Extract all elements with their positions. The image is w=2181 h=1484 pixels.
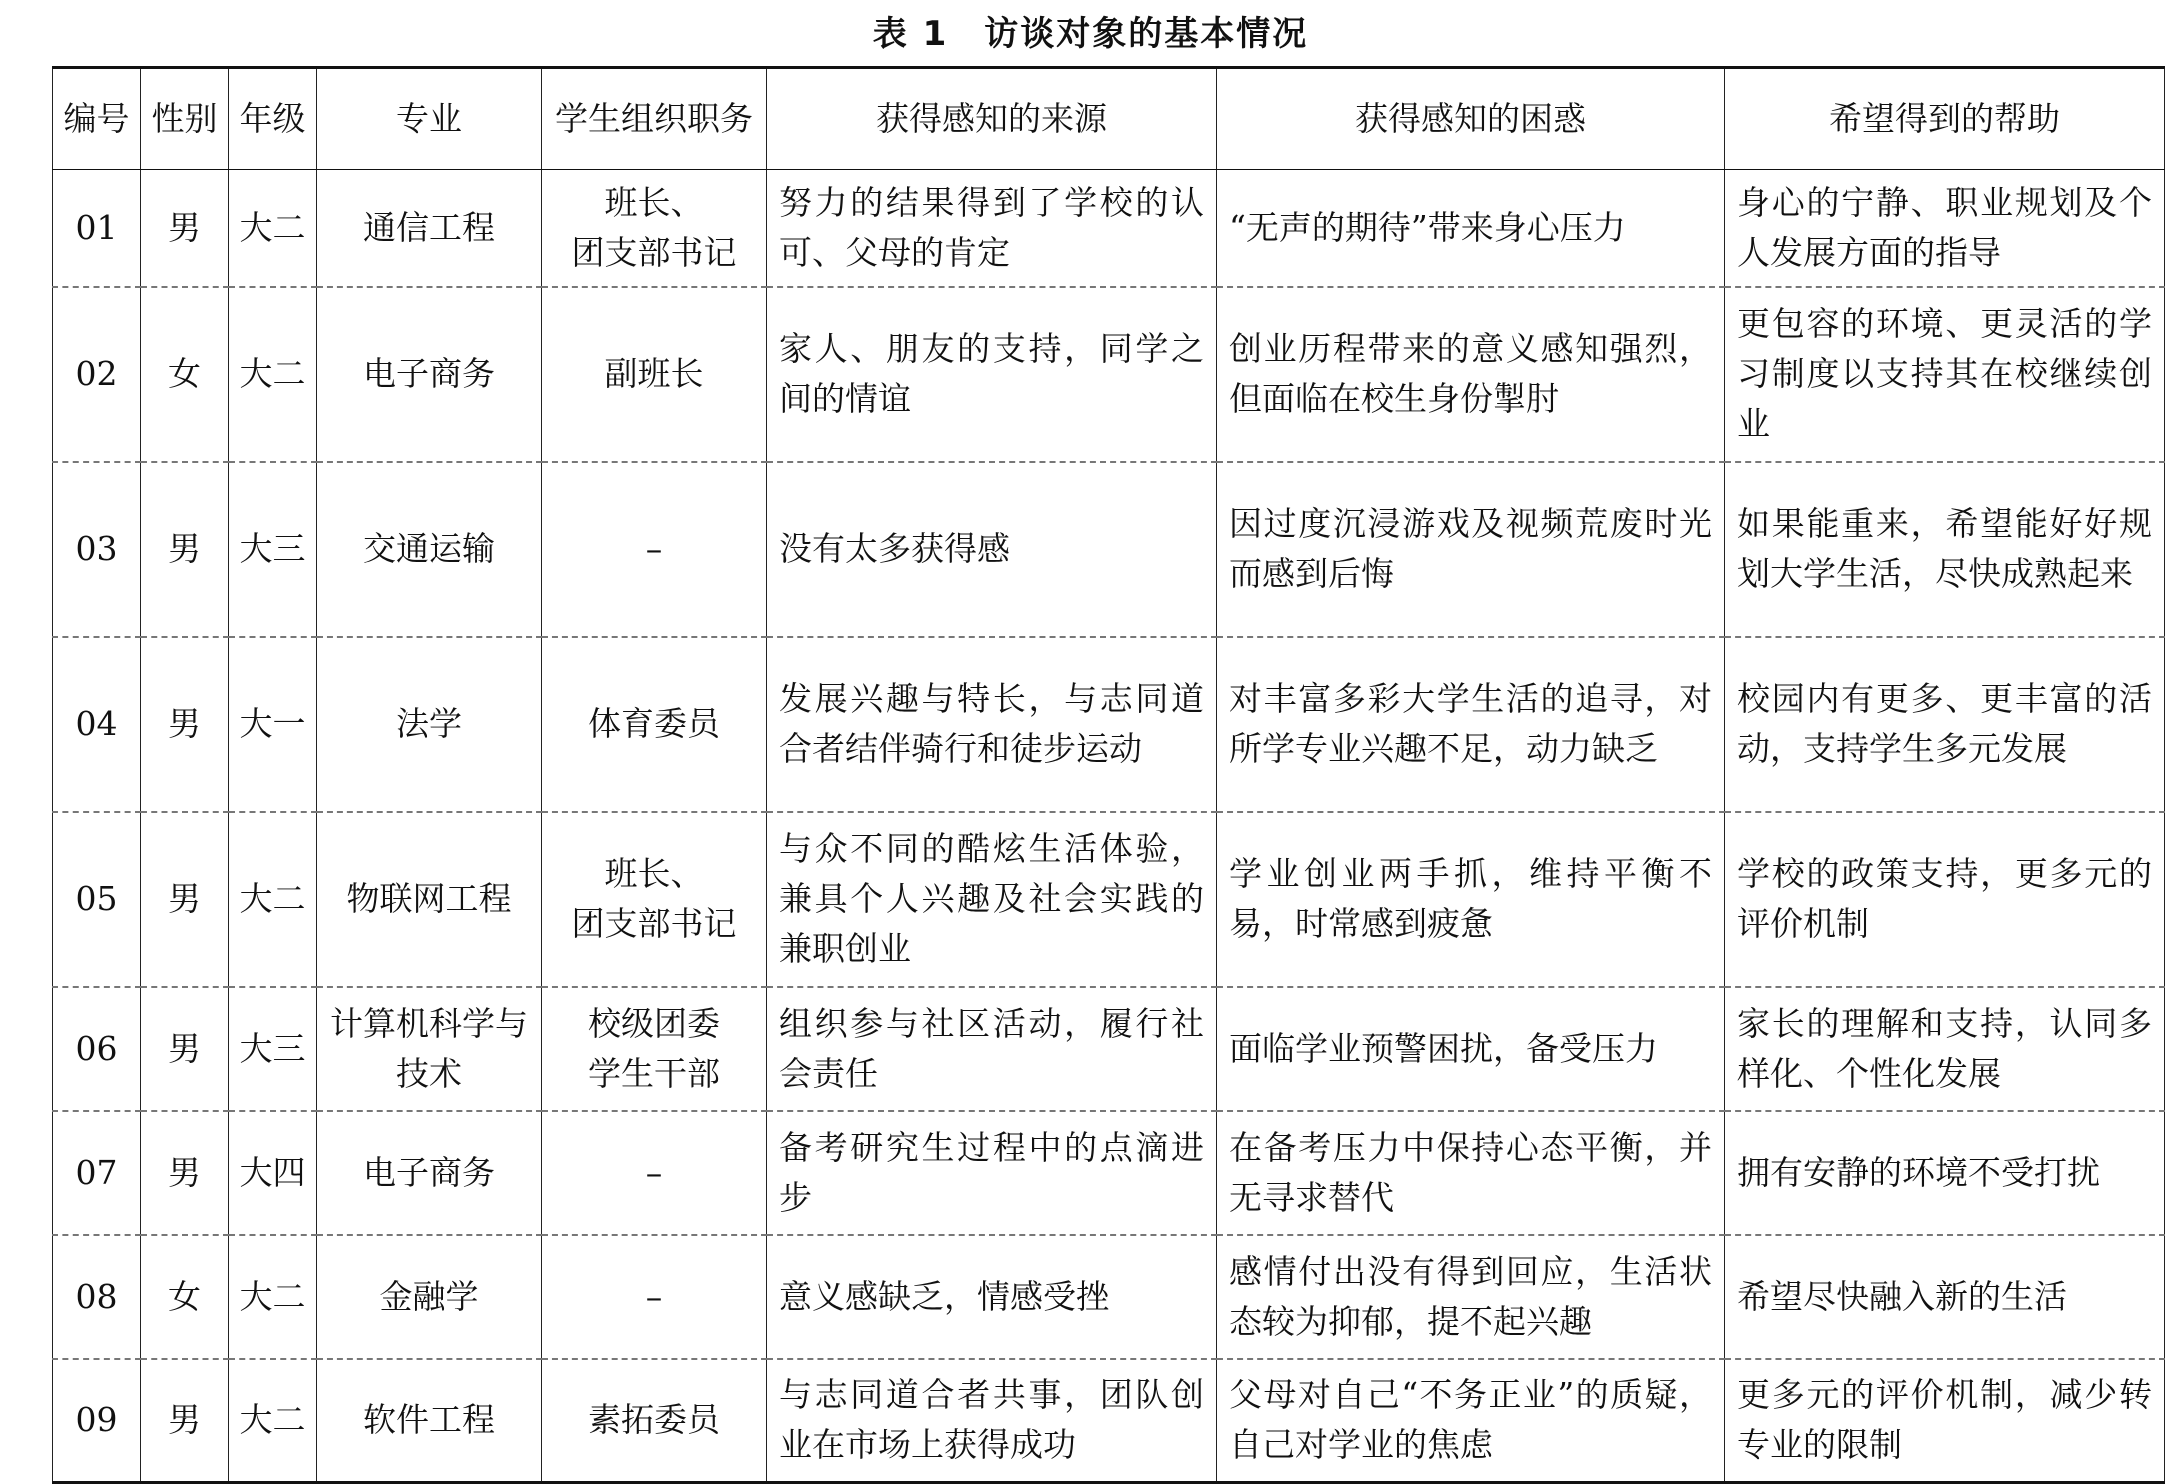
cell-confusion: 创业历程带来的意义感知强烈，但面临在校生身份掣肘 — [1217, 287, 1725, 462]
header-help: 希望得到的帮助 — [1725, 68, 2165, 170]
cell-id: 04 — [53, 637, 141, 812]
cell-major: 物联网工程 — [317, 812, 542, 987]
cell-source: 家人、朋友的支持，同学之间的情谊 — [767, 287, 1217, 462]
header-major: 专业 — [317, 68, 542, 170]
table-row — [53, 987, 2165, 1111]
cell-id: 08 — [53, 1235, 141, 1359]
cell-source: 备考研究生过程中的点滴进步 — [767, 1111, 1217, 1235]
cell-grade: 大二 — [229, 170, 317, 287]
cell-help: 身心的宁静、职业规划及个人发展方面的指导 — [1725, 170, 2165, 287]
cell-source: 没有太多获得感 — [767, 462, 1217, 637]
interviewee-table — [52, 66, 2165, 1484]
cell-grade: 大三 — [229, 462, 317, 637]
cell-id: 06 — [53, 987, 141, 1111]
cell-position: 校级团委 学生干部 — [542, 987, 767, 1111]
cell-id: 03 — [53, 462, 141, 637]
header-id: 编号 — [53, 68, 141, 170]
table-row — [53, 462, 2165, 637]
cell-help: 家长的理解和支持，认同多样化、个性化发展 — [1725, 987, 2165, 1111]
cell-confusion: 面临学业预警困扰，备受压力 — [1217, 987, 1725, 1111]
cell-grade: 大二 — [229, 287, 317, 462]
cell-position: – — [542, 1111, 767, 1235]
cell-major: 软件工程 — [317, 1359, 542, 1483]
table-row — [53, 812, 2165, 987]
table-row — [53, 1111, 2165, 1235]
table-row — [53, 287, 2165, 462]
cell-source: 与志同道合者共事，团队创业在市场上获得成功 — [767, 1359, 1217, 1483]
cell-gender: 男 — [141, 1359, 229, 1483]
cell-major: 交通运输 — [317, 462, 542, 637]
cell-source: 发展兴趣与特长，与志同道合者结伴骑行和徒步运动 — [767, 637, 1217, 812]
cell-help: 学校的政策支持，更多元的评价机制 — [1725, 812, 2165, 987]
cell-help: 更包容的环境、更灵活的学习制度以支持其在校继续创业 — [1725, 287, 2165, 462]
cell-grade: 大四 — [229, 1111, 317, 1235]
cell-grade: 大二 — [229, 812, 317, 987]
cell-confusion: “无声的期待”带来身心压力 — [1217, 170, 1725, 287]
table-row — [53, 637, 2165, 812]
cell-gender: 男 — [141, 462, 229, 637]
cell-source: 组织参与社区活动，履行社会责任 — [767, 987, 1217, 1111]
table-caption — [0, 6, 2181, 55]
cell-gender: 女 — [141, 1235, 229, 1359]
cell-id: 02 — [53, 287, 141, 462]
cell-gender: 男 — [141, 1111, 229, 1235]
cell-help: 更多元的评价机制，减少转专业的限制 — [1725, 1359, 2165, 1483]
cell-major: 计算机科学与技术 — [317, 987, 542, 1111]
table-row — [53, 170, 2165, 287]
cell-confusion: 父母对自己“不务正业”的质疑，自己对学业的焦虑 — [1217, 1359, 1725, 1483]
cell-major: 法学 — [317, 637, 542, 812]
cell-help: 拥有安静的环境不受打扰 — [1725, 1111, 2165, 1235]
cell-confusion: 对丰富多彩大学生活的追寻，对所学专业兴趣不足，动力缺乏 — [1217, 637, 1725, 812]
cell-grade: 大二 — [229, 1359, 317, 1483]
cell-confusion: 学业创业两手抓，维持平衡不易，时常感到疲惫 — [1217, 812, 1725, 987]
cell-source: 意义感缺乏，情感受挫 — [767, 1235, 1217, 1359]
header-row — [53, 68, 2165, 170]
cell-gender: 女 — [141, 287, 229, 462]
cell-position: 班长、 团支部书记 — [542, 812, 767, 987]
header-confusion: 获得感知的困惑 — [1217, 68, 1725, 170]
table-row — [53, 1235, 2165, 1359]
cell-confusion: 因过度沉浸游戏及视频荒废时光而感到后悔 — [1217, 462, 1725, 637]
cell-gender: 男 — [141, 170, 229, 287]
cell-help: 校园内有更多、更丰富的活动，支持学生多元发展 — [1725, 637, 2165, 812]
table-number: 表 1 — [872, 14, 949, 54]
cell-source: 努力的结果得到了学校的认可、父母的肯定 — [767, 170, 1217, 287]
cell-grade: 大二 — [229, 1235, 317, 1359]
cell-position: 素拓委员 — [542, 1359, 767, 1483]
cell-grade: 大一 — [229, 637, 317, 812]
header-source: 获得感知的来源 — [767, 68, 1217, 170]
table-row — [53, 1359, 2165, 1483]
header-grade: 年级 — [229, 68, 317, 170]
cell-id: 05 — [53, 812, 141, 987]
header-position: 学生组织职务 — [542, 68, 767, 170]
table-title: 访谈对象的基本情况 — [984, 14, 1309, 54]
cell-id: 09 — [53, 1359, 141, 1483]
cell-source: 与众不同的酷炫生活体验，兼具个人兴趣及社会实践的兼职创业 — [767, 812, 1217, 987]
cell-major: 通信工程 — [317, 170, 542, 287]
cell-gender: 男 — [141, 987, 229, 1111]
cell-position: – — [542, 1235, 767, 1359]
cell-position: – — [542, 462, 767, 637]
cell-position: 副班长 — [542, 287, 767, 462]
cell-id: 01 — [53, 170, 141, 287]
cell-help: 如果能重来，希望能好好规划大学生活，尽快成熟起来 — [1725, 462, 2165, 637]
cell-position: 班长、 团支部书记 — [542, 170, 767, 287]
cell-major: 电子商务 — [317, 1111, 542, 1235]
cell-id: 07 — [53, 1111, 141, 1235]
cell-major: 电子商务 — [317, 287, 542, 462]
cell-grade: 大三 — [229, 987, 317, 1111]
header-gender: 性别 — [141, 68, 229, 170]
cell-help: 希望尽快融入新的生活 — [1725, 1235, 2165, 1359]
cell-major: 金融学 — [317, 1235, 542, 1359]
cell-position: 体育委员 — [542, 637, 767, 812]
cell-confusion: 在备考压力中保持心态平衡，并无寻求替代 — [1217, 1111, 1725, 1235]
cell-confusion: 感情付出没有得到回应，生活状态较为抑郁，提不起兴趣 — [1217, 1235, 1725, 1359]
cell-gender: 男 — [141, 637, 229, 812]
cell-gender: 男 — [141, 812, 229, 987]
